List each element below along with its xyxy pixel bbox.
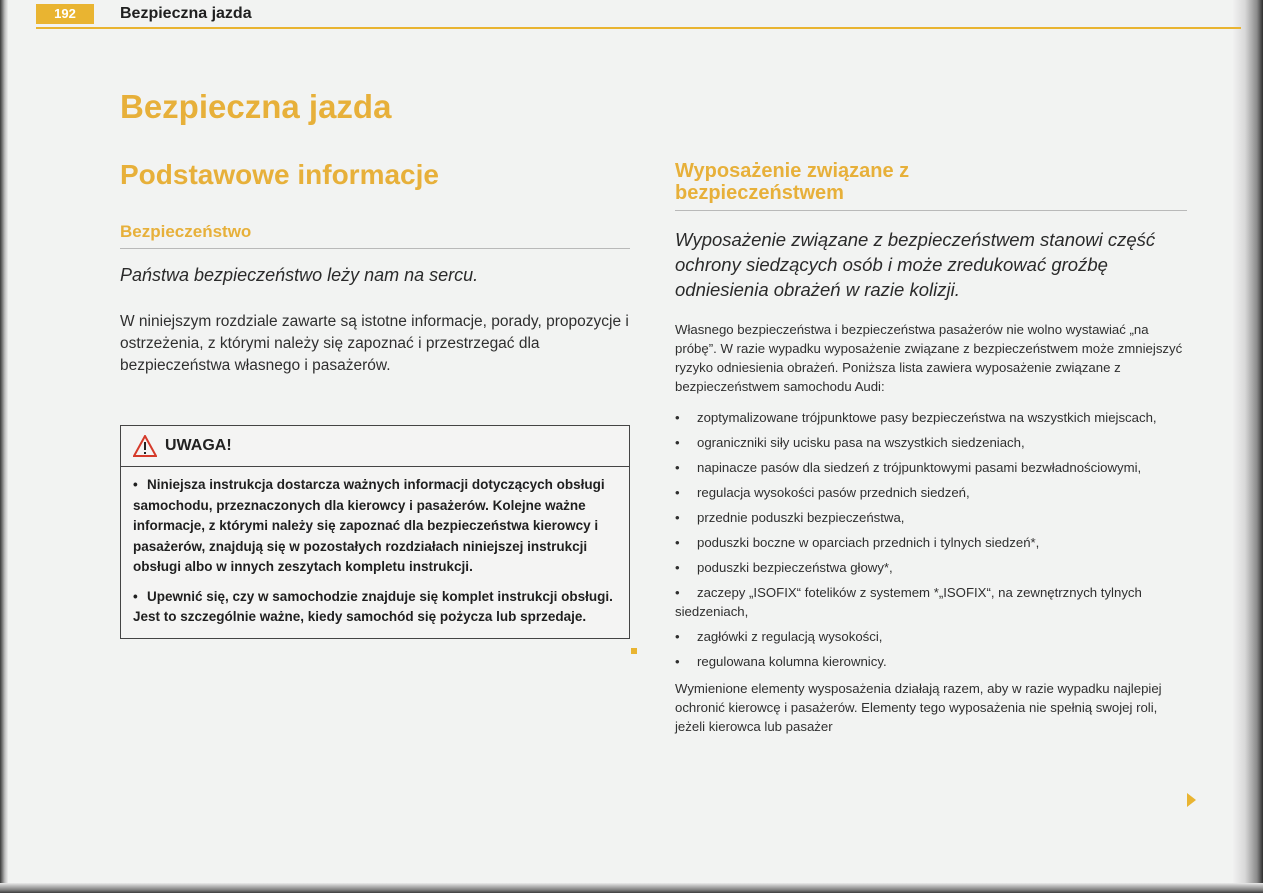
warning-item: [133, 587, 617, 628]
warning-header: [121, 426, 629, 467]
bullet-icon: •: [675, 560, 680, 575]
list-item: [675, 627, 1187, 646]
list-item: [675, 483, 1187, 502]
list-item-text: przednie poduszki bezpieczeństwa,: [697, 510, 905, 525]
list-item-text: zagłówki z regulacją wysokości,: [697, 629, 883, 644]
bullet-icon: •: [675, 535, 680, 550]
bullet-icon: •: [675, 485, 680, 500]
header-rule: [36, 27, 1241, 29]
list-item: [675, 652, 1187, 671]
bullet-icon: •: [675, 585, 680, 600]
warning-item-text: Niniejsza instrukcja dostarcza ważnych informacji dotyczących obsługi samochodu, przeznaczonych dla kierowcy i pasażerów. Kolejne ważne informacje, z którymi należy się zapoznać dla bezpieczeństwa kierowcy i pasażerów, znajdują się w pozostałych rozdziałach niniejszej instrukcji obsługi albo w innych zeszytach kompletu instrukcji.: [133, 477, 605, 574]
list-item-text: regulowana kolumna kierownicy.: [697, 654, 887, 669]
warning-item: [133, 475, 617, 578]
lead-text: Wyposażenie związane z bezpieczeństwem stanowi część ochrony siedzących osób i może zredukować groźbę odniesienia obrażeń w razie kolizji.: [675, 229, 1156, 300]
subsection-title-safety: Bezpieczeństwo: [120, 222, 252, 241]
list-item: [675, 558, 1187, 577]
bullet-icon: •: [675, 435, 680, 450]
list-item-text: ograniczniki siły ucisku pasa na wszystkich siedzeniach,: [697, 435, 1025, 450]
warning-item-text: Upewnić się, czy w samochodzie znajduje się komplet instrukcji obsługi. Jest to szczególnie ważne, kiedy samochód się pożycza lub sprzedaje.: [133, 588, 613, 624]
chapter-title: Bezpieczna jazda: [120, 88, 392, 125]
equipment-list: [675, 408, 1187, 671]
bullet-icon: •: [675, 460, 680, 475]
bullet-icon: •: [675, 654, 680, 669]
section-title-line-1: Wyposażenie związane z: [675, 160, 910, 182]
list-item: [675, 433, 1187, 452]
page-edge-left: [0, 0, 8, 893]
lead-text: Państwa bezpieczeństwo leży nam na sercu.: [120, 265, 479, 285]
warning-box: [120, 425, 630, 639]
body-paragraph: Własnego bezpieczeństwa i bezpieczeństwa pasażerów nie wolno wystawiać „na próbę”. W razie wypadku wyposażenie związane z bezpieczeństwem może zmniejszyć ryzyko odniesienia obrażeń. Poniższa lista zawiera wyposażenie związane z bezpieczeństwem samochodu Audi:: [675, 322, 1183, 394]
bullet-icon: •: [675, 629, 680, 644]
subsection-rule: [120, 248, 630, 249]
list-item-text: napinacze pasów dla siedzeń z trójpunktowymi pasami bezwładnościowymi,: [697, 460, 1142, 475]
continue-arrow-icon: [1187, 793, 1196, 807]
list-item: [675, 458, 1187, 477]
page-edge-bottom: [0, 883, 1263, 893]
warning-body: [121, 467, 629, 638]
section-end-marker-icon: [631, 648, 637, 654]
list-item: [675, 508, 1187, 527]
bullet-icon: •: [133, 588, 138, 604]
list-item: [675, 408, 1187, 427]
section-title-basic-info: Podstawowe informacje: [120, 159, 439, 190]
bullet-icon: •: [133, 477, 138, 492]
bullet-icon: •: [675, 410, 680, 425]
list-item: [675, 533, 1187, 552]
page-number: 192: [36, 4, 94, 24]
right-column: [675, 160, 1187, 736]
section-title-safety-equipment: [675, 160, 1187, 204]
warning-triangle-icon: [133, 435, 157, 457]
warning-label: UWAGA!: [165, 437, 232, 454]
running-header-title: Bezpieczna jazda: [120, 5, 252, 22]
bullet-icon: •: [675, 510, 680, 525]
closing-paragraph: Wymienione elementy wysposażenia działają razem, aby w razie wypadku najlepiej ochronić kierowcę i pasażerów. Elementy tego wyposażenia nie spełnią swojej roli, jeżeli kierowca lub pasażer: [675, 681, 1162, 734]
list-item: [675, 583, 1187, 621]
list-item-text: zaczepy „ISOFIX“ fotelików z systemem *„ISOFIX“, na zewnętrznych tylnych siedzeniach,: [675, 585, 1142, 619]
intro-paragraph: W niniejszym rozdziale zawarte są istotne informacje, porady, propozycje i ostrzeżenia, z którymi należy się zapoznać i przestrzegać dla bezpieczeństwa własnego i pasażerów.: [120, 313, 629, 374]
left-column: [120, 158, 630, 624]
page-edge-right: [1233, 0, 1263, 893]
list-item-text: poduszki bezpieczeństwa głowy*,: [697, 560, 893, 575]
section-title-line-2: bezpieczeństwem: [675, 182, 844, 204]
list-item-text: regulacja wysokości pasów przednich siedzeń,: [697, 485, 970, 500]
list-item-text: zoptymalizowane trójpunktowe pasy bezpieczeństwa na wszystkich miejscach,: [697, 410, 1157, 425]
section-rule: [675, 210, 1187, 211]
running-header: [8, 0, 1233, 30]
list-item-text: poduszki boczne w oparciach przednich i tylnych siedzeń*,: [697, 535, 1040, 550]
